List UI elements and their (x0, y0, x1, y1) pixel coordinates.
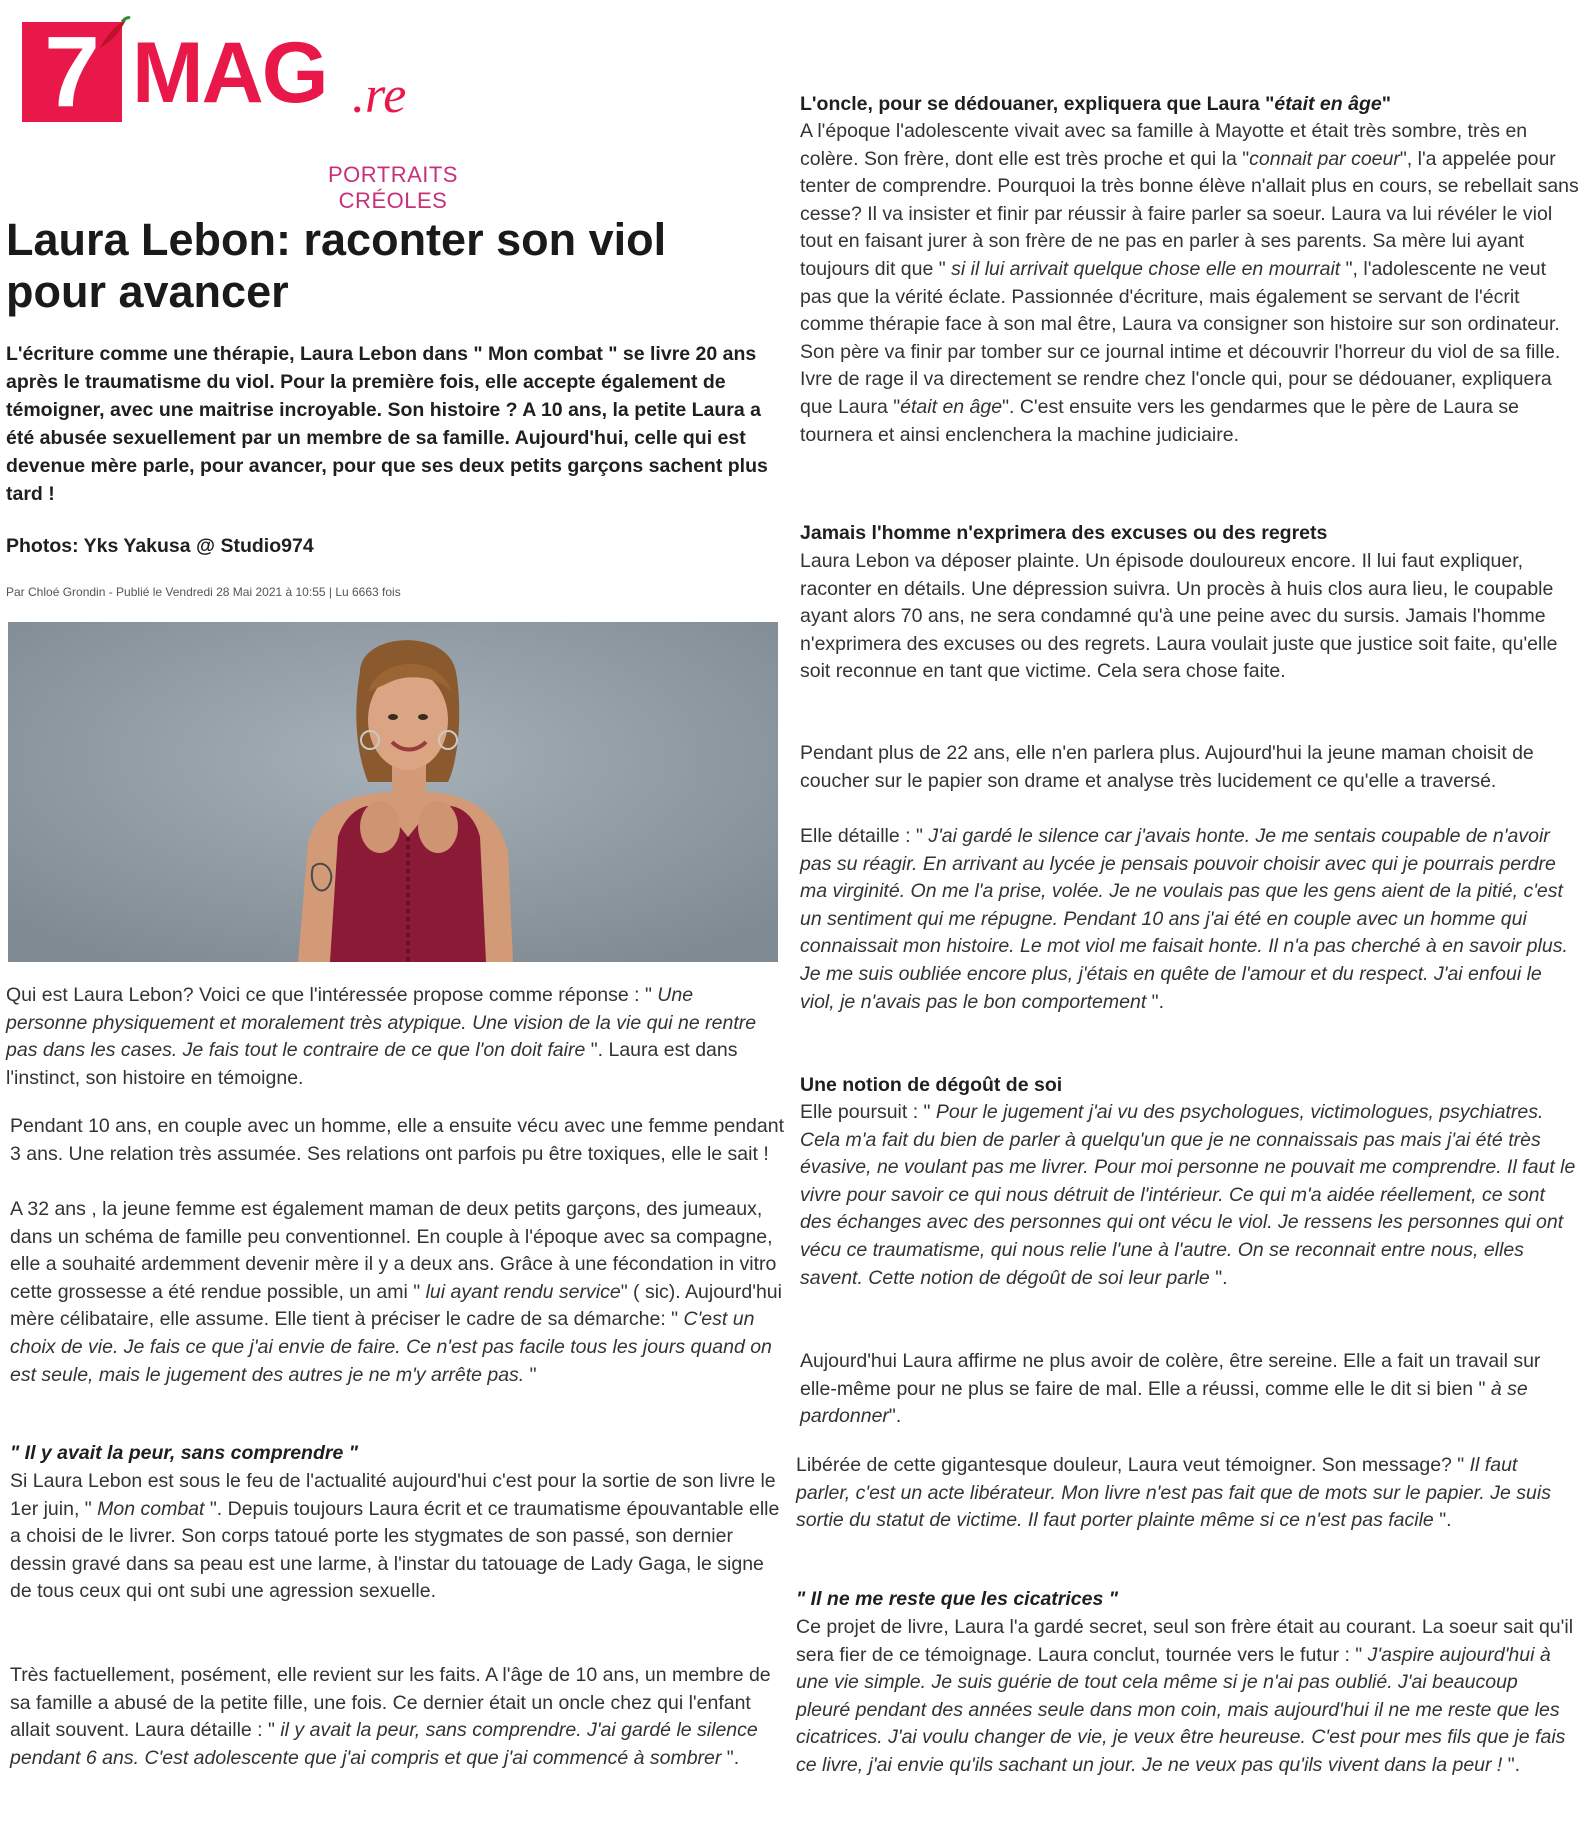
paragraph: Laura Lebon va déposer plainte. Un épisode douloureux encore. Il lui faut expliquer, raconter en détails. Une dépression suivra. Un procès à huis clos aura lieu, le coupable ayant alors 70 ans, ne sera condamné qu'à une peine avec du sursis. Jamais l'homme n'exprimera des excuses ou des regrets. Laura voulait juste que justice soit faite, qu'elle soit reconnue en tant que victime. Cela sera chose faite. (800, 550, 1558, 683)
article-byline: Par Chloé Grondin - Publié le Vendredi 28 Mai 2021 à 10:55 | Lu 6663 fois (6, 585, 401, 599)
logo-mag: MAG (132, 25, 327, 121)
site-logo[interactable] (22, 16, 442, 128)
paragraph: Pendant 10 ans, en couple avec un homme, elle a ensuite vécu avec une femme pendant 3 ans. Une relation très assumée. Ses relations ont parfois pu être toxiques, elle le sait ! (10, 1115, 785, 1165)
chili-pepper-icon (92, 14, 132, 54)
paragraph: Ce projet de livre, Laura l'a gardé secret, seul son frère était au courant. La soeur sait qu'il sera fier de ce témoignage. Laura conclut, tournée vers le futur : " J'aspire aujourd'hui à une vie simple. Je suis guérie de tout cela même si je n'ai pas oublié. J'ai beaucoup pleuré pendant des années seule dans mon coin, mais aujourd'hui il ne me reste que les cicatrices. J'ai voulu changer de vie, je veux être heureuse. C'est pour mes fils que je fais ce livre, j'ai envie qu'ils sachant un jour. Je ne veux pas qu'ils vivent dans la peur ! ". (796, 1616, 1574, 1776)
article-lead: L'écriture comme une thérapie, Laura Lebon dans " Mon combat " se livre 20 ans après le traumatisme du viol. Pour la première fois, elle accepte également de témoigner, avec une maitrise incroyable. Son histoire ? A 10 ans, la petite Laura a été abusée sexuellement par un membre de sa famille. Aujourd'hui, celle qui est devenue mère parle, pour avancer, pour que ses deux petits garçons sachent plus tard ! (6, 343, 768, 505)
paragraph: A 32 ans , la jeune femme est également maman de deux petits garçons, des jumeaux, dans un schéma de famille peu conventionnel. En couple à l'époque avec sa compagne, elle a souhaité ardemment devenir mère il y a deux ans. Grâce à une fécondation in vitro cette grossesse a été rendue possible, un ami " lui ayant rendu service" ( sic). Aujourd'hui mère célibataire, elle assume. Elle tient à préciser le cadre de sa démarche: " C'est un choix de vie. Je fais ce que j'ai envie de faire. Ce n'est pas facile tous les jours quand on est seule, mais le jugement des autres je ne m'y arrête pas. " (10, 1198, 782, 1386)
paragraph: Si Laura Lebon est sous le feu de l'actualité aujourd'hui c'est pour la sortie de son livre le 1er juin, " Mon combat ". Depuis toujours Laura écrit et ce traumatisme épouvantable elle a choisi de le livrer. Son corps tatoué porte les stygmates de son passé, son dernier dessin gravé dans sa peau est une larme, à l'instar du tatouage de Lady Gaga, le signe de tous ceux qui ont subi une agression sexuelle. (10, 1470, 780, 1603)
article-photo (8, 622, 778, 962)
section-rubric-link[interactable]: PORTRAITS CRÉOLES (327, 162, 458, 213)
subheading: Jamais l'homme n'exprimera des excuses ou des regrets (800, 522, 1328, 544)
subheading: Une notion de dégoût de soi (800, 1074, 1063, 1096)
paragraph: Elle détaille : " J'ai gardé le silence car j'avais honte. Je me sentais coupable de n'avoir pas su réagir. En arrivant au lycée je pensais pouvoir choisir avec qui je pourrais perdre ma virginité. On me l'a prise, volée. Je ne voulais pas que les gens aient de la pitié, c'est un sentiment qui me répugne. Pendant 10 ans j'ai été en couple avec un homme qui connaissait mon histoire. Le mot viol me faisait honte. Il n'a pas cherché à en savoir plus. Je me suis oubliée encore plus, j'étais en quête de l'amour et du respect. J'ai enfoui le viol, je n'avais pas le bon comportement ". (800, 825, 1568, 1013)
paragraph: Qui est Laura Lebon? Voici ce que l'intéressée propose comme réponse : " Une personne physiquement et moralement très atypique. Une vision de la vie qui ne rentre pas dans les cases. Je fais tout le contraire de ce que l'on doit faire ". Laura est dans l'instinct, son histoire en témoigne. (6, 984, 757, 1089)
paragraph: Très factuellement, posément, elle revient sur les faits. A l'âge de 10 ans, un membre de sa famille a abusé de la petite fille, une fois. Ce dernier était un oncle chez qui l'enfant allait souvent. Laura détaille : " il y avait la peur, sans comprendre. J'ai gardé le silence pendant 6 ans. C'est adolescente que j'ai compris et que j'ai commencé à sombrer ". (10, 1664, 771, 1769)
article-title: Laura Lebon: raconter son viol pour avancer (6, 214, 667, 317)
subheading: " Il ne me reste que les cicatrices " (796, 1588, 1118, 1610)
paragraph: Libérée de cette gigantesque douleur, Laura veut témoigner. Son message? " Il faut parler, c'est un acte libérateur. Mon livre n'est pas fait que de mots sur le papier. Je suis sortie du statut de victime. Il faut porter plainte même si ce n'est pas facile ". (796, 1454, 1551, 1532)
paragraph: Aujourd'hui Laura affirme ne plus avoir de colère, être sereine. Elle a fait un travail sur elle-même pour ne plus se faire de mal. Elle a réussi, comme elle le dit si bien " à se pardonner". (800, 1350, 1541, 1428)
logo-re: .re (352, 67, 407, 124)
paragraph: Pendant plus de 22 ans, elle n'en parlera plus. Aujourd'hui la jeune maman choisit de coucher sur le papier son drame et analyse très lucidement ce qu'elle a traversé. (800, 742, 1534, 792)
logo-seven: 7 (22, 22, 122, 122)
portrait-illustration (8, 622, 778, 962)
subheading: " Il y avait la peur, sans comprendre " (10, 1442, 358, 1464)
paragraph: Elle poursuit : " Pour le jugement j'ai vu des psychologues, victimologues, psychiatres. Cela m'a fait du bien de parler à quelqu'un que je ne connaissais pas mais j'ai été très évasive, ne voulant pas me livrer. Pour moi personne ne pouvait me comprendre. Il faut le vivre pour savoir ce qui nous détruit de l'intérieur. Ce qui m'a aidée réellement, ce sont des échanges avec des personnes qui ont vécu le viol. Je ressens les personnes qui ont vécu ce traumatisme, qui nous relie l'une à l'autre. On se reconnait entre nous, elles savent. Cette notion de dégoût de soi leur parle ". (800, 1101, 1576, 1289)
paragraph: A l'époque l'adolescente vivait avec sa famille à Mayotte et était très sombre, très en colère. Son frère, dont elle est très proche et qui la "connait par coeur", l'a appelée pour tenter de comprendre. Pourquoi la très bonne élève n'allait plus en cours, se rebellait sans cesse? Il va insister et finir par réussir à faire parler sa soeur. Laura va lui révéler le viol tout en faisant jurer à son frère de ne pas en parler à ses parents. Sa mère lui ayant toujours dit que " si il lui arrivait quelque chose elle en mourrait ", l'adolescente ne veut pas que la vérité éclate. Passionnée d'écriture, mais également se servant de l'écrit comme thérapie face à son mal être, Laura va consigner son histoire sur son ordinateur. Son père va finir par tomber sur ce journal intime et découvrir l'horreur du viol de sa fille. Ivre de rage il va directement se rendre chez l'oncle qui, pour se dédouaner, expliquera que Laura "était en âge". C'est ensuite vers les gendarmes que le père de Laura se tournera et ainsi enclenchera la machine judiciaire. (800, 120, 1579, 446)
subheading: L'oncle, pour se dédouaner, expliquera que Laura "était en âge" (800, 93, 1391, 115)
photo-credit: Photos: Yks Yakusa @ Studio974 (6, 535, 314, 557)
